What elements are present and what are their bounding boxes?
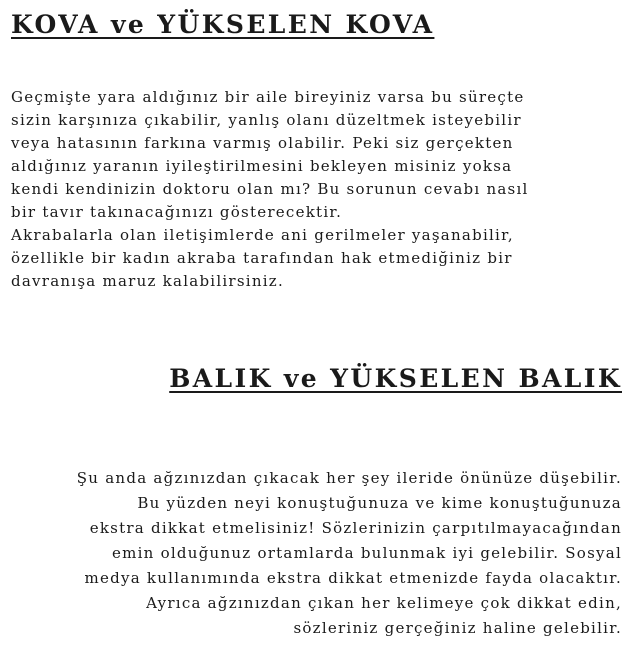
paragraph-line: davranışa maruz kalabilirsiniz.	[11, 272, 284, 290]
paragraph-line: veya hatasının farkına varmış olabilir. Peki siz gerçekten	[11, 134, 514, 152]
paragraph-line: sizin karşınıza çıkabilir, yanlış olanı düzeltmek isteyebilir	[11, 111, 522, 129]
paragraph-line: Akrabalarla olan iletişimlerde ani gerilmeler yaşanabilir,	[11, 226, 514, 244]
paragraph-line: Şu anda ağzınızdan çıkacak her şey ileride önünüze düşebilir.	[76, 469, 622, 487]
paragraph-line: medya kullanımında ekstra dikkat etmenizde fayda olacaktır.	[84, 569, 622, 587]
paragraph-line: Geçmişte yara aldığınız bir aile bireyiniz varsa bu süreçte	[11, 88, 525, 106]
paragraph-line: Bu yüzden neyi konuştuğunuza ve kime konuştuğunuza	[137, 494, 622, 512]
paragraph-line: özellikle bir kadın akraba tarafından hak etmediğiniz bir	[11, 249, 513, 267]
paragraph-line: Ayrıca ağzınızdan çıkan her kelimeye çok dikkat edin,	[146, 594, 622, 612]
paragraph-line: bir tavır takınacağınızı gösterecektir.	[11, 203, 343, 221]
paragraph-line: sözleriniz gerçeğiniz haline gelebilir.	[293, 619, 622, 637]
paragraph-line: kendi kendinizin doktoru olan mı? Bu sorunun cevabı nasıl	[11, 180, 529, 198]
paragraph-line: aldığınız yaranın iyileştirilmesini bekleyen misiniz yoksa	[11, 157, 513, 175]
section-heading-kova: KOVA ve YÜKSELEN KOVA	[11, 10, 435, 39]
paragraph-line: emin olduğunuz ortamlarda bulunmak iyi gelebilir. Sosyal	[112, 544, 622, 562]
section-heading-balik: BALIK ve YÜKSELEN BALIK	[169, 364, 622, 393]
paragraph-line: ekstra dikkat etmelisiniz! Sözlerinizin çarpıtılmayacağından	[89, 519, 622, 537]
